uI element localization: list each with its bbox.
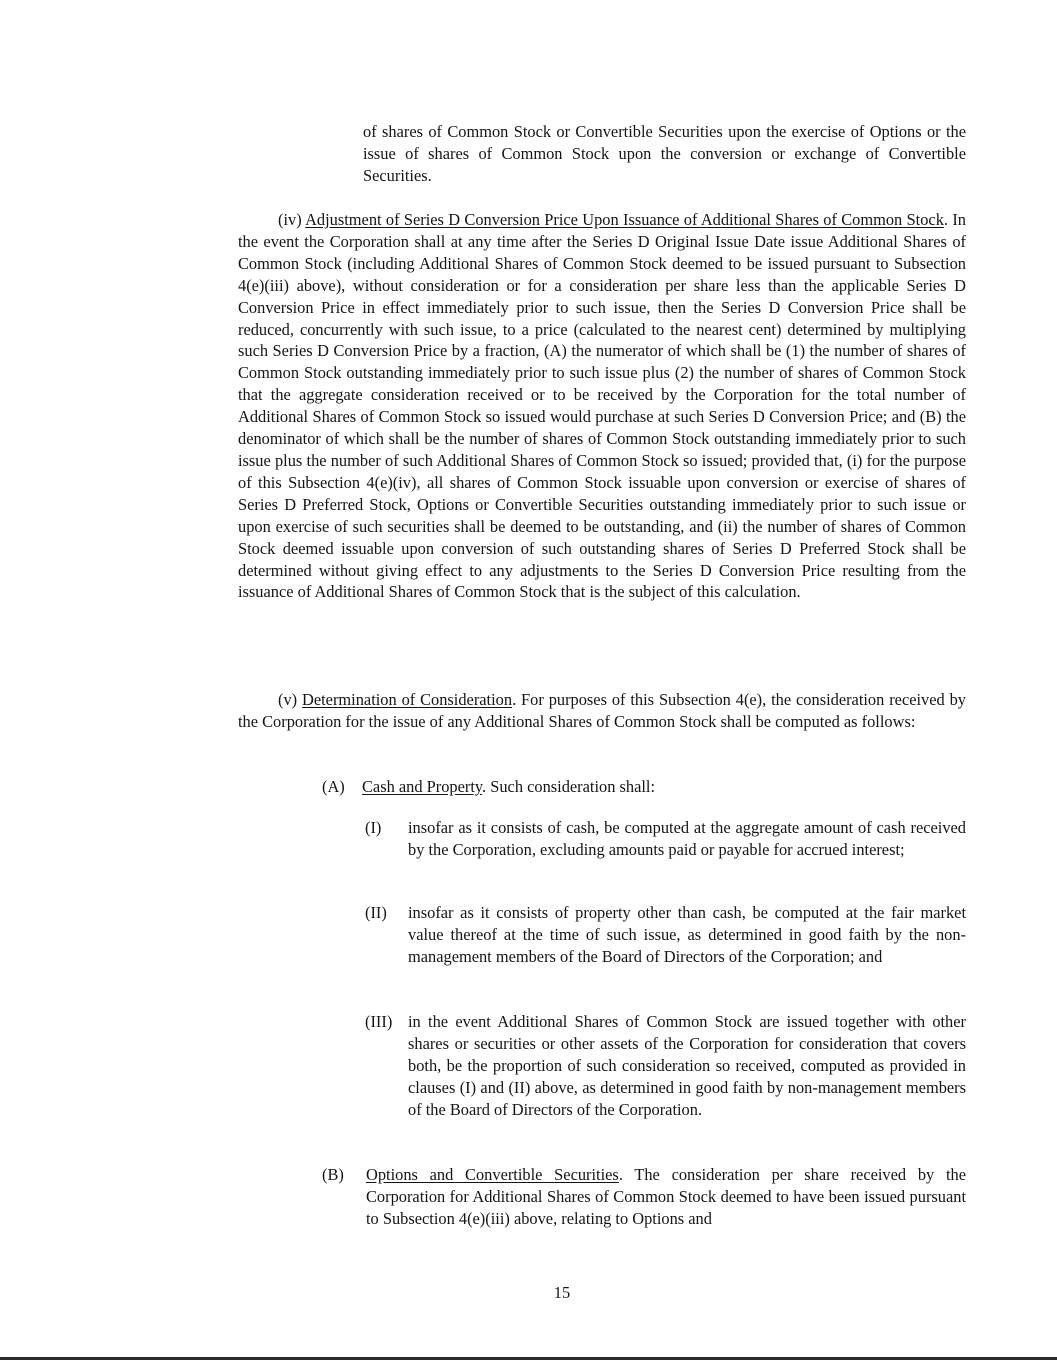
section-v-paragraph — [238, 689, 966, 733]
item-b — [322, 1164, 966, 1230]
section-iv-heading: Adjustment of Series D Conversion Price Upon Issuance of Additional Shares of Common Stock — [305, 210, 944, 229]
section-v-heading: Determination of Consideration — [302, 690, 513, 709]
continuation-paragraph — [363, 121, 966, 187]
section-v-body: . For purposes of this Subsection 4(e), the consideration received by the Corporation for the issue of any Additional Shares of Common Stock shall be computed as follows: — [238, 690, 966, 731]
section-iv-body: . In the event the Corporation shall at any time after the Series D Original Issue Date issue Additional Shares of Common Stock (including Additional Shares of Common Stock deemed to be issued pursuant to Subsection 4(e)(iii) above), without consideration or for a consideration per share less than the applicable Series D Conversion Price in effect immediately prior to such issue, then the Series D Conversion Price shall be reduced, concurrently with such issue, to a price (calculated to the nearest cent) determined by multiplying such Series D Conversion Price by a fraction, (A) the numerator of which shall be (1) the number of shares of Common Stock outstanding immediately prior to such issue plus (2) the number of shares of Common Stock that the aggregate consideration received or to be received by the Corporation for the total number of Additional Shares of Common Stock so issued would purchase at such Series D Conversion Price; and (B) the denominator of which shall be the number of shares of Common Stock outstanding immediately prior to such issue plus the number of such Additional Shares of Common Stock so issued; provided that, (i) for the purpose of this Subsection 4(e)(iv), all shares of Common Stock issuable upon conversion or exercise of shares of Series D Preferred Stock, Options or Convertible Securities outstanding immediately prior to such issue or upon exercise of such securities shall be deemed to be outstanding, and (ii) the number of shares of Common Stock deemed issuable upon conversion of such outstanding shares of Series D Preferred Stock shall be determined without giving effect to any adjustments to the Series D Conversion Price resulting from the issuance of Additional Shares of Common Stock that is the subject of this calculation. — [238, 210, 966, 602]
page-number: 15 — [553, 1283, 571, 1302]
item-a-heading: Cash and Property — [362, 777, 483, 796]
section-iv-paragraph — [238, 209, 966, 603]
item-a-label: (A) — [322, 777, 345, 796]
sub-item-iii-text: in the event Additional Shares of Common Stock are issued together with other shares or securities or other assets of the Corporation for consideration that covers both, be the proportion of such consideration so received, computed as provided in clauses (I) and (II) above, as determined in good faith by non-management members of the Board of Directors of the Corporation. — [408, 1012, 966, 1119]
item-a-content — [322, 776, 966, 798]
item-b-content — [322, 1164, 966, 1230]
sub-item-i-text: insofar as it consists of cash, be computed at the aggregate amount of cash received by the Corporation, excluding amounts paid or payable for accrued interest; — [408, 818, 966, 859]
sub-item-ii-text: insofar as it consists of property other than cash, be computed at the fair market value thereof at the time of such issue, as determined in good faith by the non-management members of the Board of Directors of the Corporation; and — [408, 903, 966, 966]
item-a-body: . Such consideration shall: — [482, 777, 656, 796]
bottom-rule — [0, 1357, 1057, 1360]
continuation-text: of shares of Common Stock or Convertible Securities upon the exercise of Options or the issue of shares of Common Stock upon the conversion or exchange of Convertible Securities. — [363, 122, 966, 185]
section-iv-label: (iv) — [278, 210, 302, 229]
item-b-label: (B) — [322, 1165, 344, 1184]
item-b-heading: Options and Convertible Securities — [366, 1165, 619, 1184]
section-v-label: (v) — [278, 690, 298, 709]
sub-item-ii-label: (II) — [365, 903, 387, 922]
item-a — [322, 776, 966, 798]
sub-item-iii — [365, 1011, 966, 1121]
sub-item-i — [365, 817, 966, 861]
sub-item-iii-label: (III) — [365, 1012, 393, 1031]
sub-item-ii — [365, 902, 966, 968]
item-b-body: . The consideration per share received by the Corporation for Additional Shares of Common Stock deemed to have been issued pursuant to Subsection 4(e)(iii) above, relating to Options and — [366, 1165, 966, 1228]
sub-item-i-label: (I) — [365, 818, 382, 837]
